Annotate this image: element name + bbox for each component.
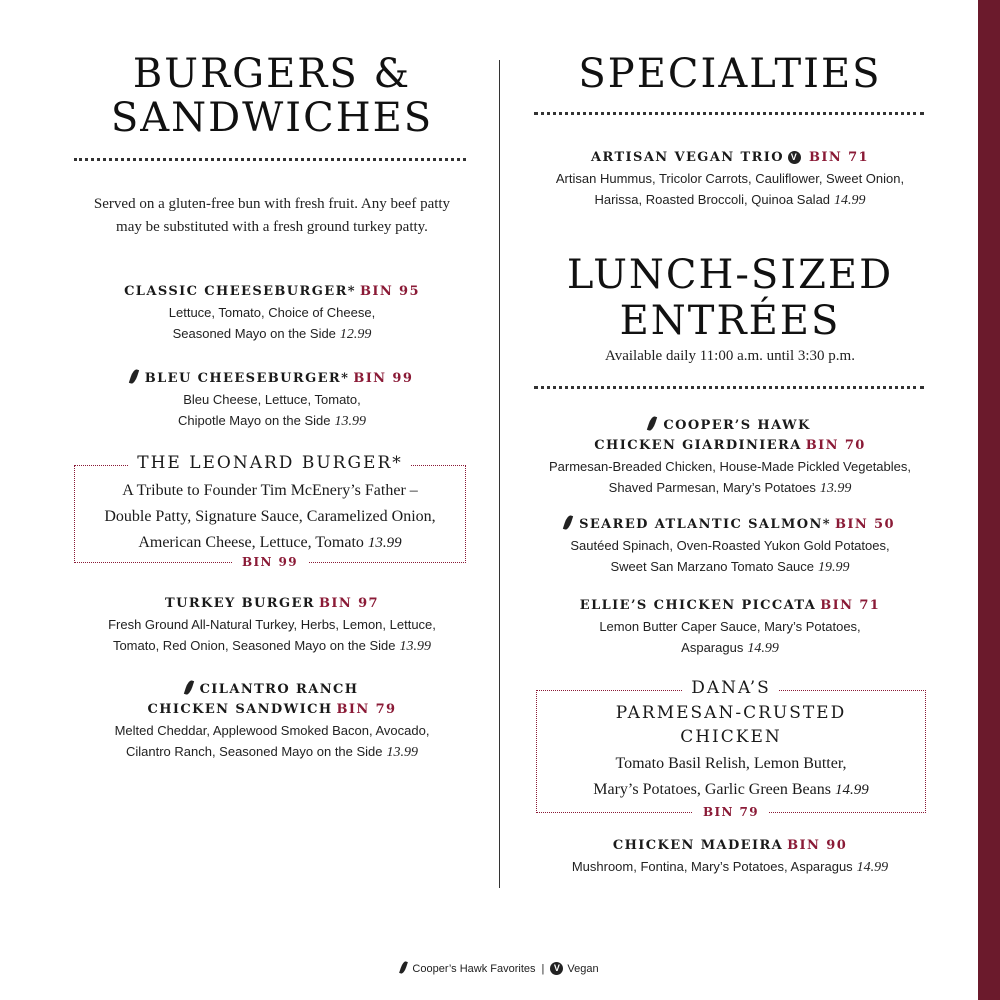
feature-title: PARMESAN-CRUSTED — [615, 703, 847, 723]
item-price: 13.99 — [386, 745, 419, 760]
item-name: CHICKEN GIARDINIERA — [594, 438, 802, 453]
feature-title: THE LEONARD BURGER* — [129, 453, 411, 473]
feature-title: DANA’S — [683, 678, 779, 698]
item-name: CLASSIC CHEESEBURGER* — [124, 284, 356, 299]
item-price: 14.99 — [856, 860, 889, 875]
lunch-heading-line2: ENTRÉES — [619, 298, 841, 344]
item-price: 13.99 — [334, 414, 366, 429]
side-accent-bar — [978, 0, 1000, 1000]
item-description: Cilantro Ranch, Seasoned Mayo on the Side — [125, 744, 383, 759]
specialties-heading — [530, 52, 930, 96]
item-name: BLEU CHEESEBURGER* — [144, 371, 350, 386]
feature-title: CHICKEN — [680, 727, 782, 747]
item-description: Tomato, Red Onion, Seasoned Mayo on the Side — [112, 638, 396, 653]
bin-number: BIN 79 — [336, 702, 397, 717]
feather-icon — [563, 514, 573, 530]
feature-description: Double Patty, Signature Sauce, Caramelized Onion, — [104, 508, 436, 525]
bin-number: BIN 99 — [353, 371, 414, 386]
bin-number: BIN 90 — [787, 838, 848, 853]
item-name: CHICKEN SANDWICH — [147, 702, 333, 717]
bin-number: BIN 97 — [319, 596, 379, 611]
burgers-dotted-rule — [74, 158, 466, 161]
legend-favorites-label: Cooper’s Hawk Favorites — [412, 963, 536, 975]
item-description: Shaved Parmesan, Mary’s Potatoes — [608, 480, 816, 495]
item-description: Sautéed Spinach, Oven-Roasted Yukon Gold Potatoes, — [570, 538, 890, 553]
feather-icon — [400, 961, 409, 975]
leonard-burger-feature-box — [74, 453, 466, 569]
feature-bin: BIN 79 — [693, 805, 769, 819]
menu-item-chicken-giardiniera — [530, 416, 930, 499]
item-price: 14.99 — [834, 193, 866, 208]
lunch-heading-line1: LUNCH-SIZED — [566, 252, 894, 298]
item-description: Harissa, Roasted Broccoli, Quinoa Salad — [594, 192, 831, 207]
item-description: Seasoned Mayo on the Side — [172, 326, 336, 341]
menu-item-bleu-cheeseburger — [72, 369, 472, 432]
feature-bin: BIN 99 — [232, 555, 308, 569]
feather-icon — [129, 368, 139, 384]
item-description: Melted Cheddar, Applewood Smoked Bacon, Avocado, — [114, 723, 430, 738]
menu-item-chicken-piccata — [530, 596, 930, 659]
menu-item-seared-atlantic-salmon — [530, 515, 930, 578]
feature-description: Mary’s Potatoes, Garlic Green Beans — [593, 781, 831, 798]
legend-vegan-label: Vegan — [567, 963, 599, 975]
specialties-dotted-rule — [534, 112, 924, 115]
bin-number: BIN 71 — [809, 150, 869, 165]
lunch-heading — [530, 252, 930, 368]
feature-description: Tomato Basil Relish, Lemon Butter, — [615, 755, 847, 772]
item-description: Mushroom, Fontina, Mary’s Potatoes, Asparagus — [571, 859, 853, 874]
item-name: COOPER’S HAWK — [663, 418, 811, 433]
item-price: 14.99 — [747, 641, 779, 656]
burgers-heading-line1: BURGERS & — [132, 51, 412, 97]
menu-item-turkey-burger — [72, 594, 472, 657]
parmesan-chicken-feature-box — [536, 678, 926, 819]
menu-item-artisan-vegan-trio — [530, 148, 930, 211]
item-description: Bleu Cheese, Lettuce, Tomato, — [183, 392, 361, 407]
burgers-heading — [72, 52, 472, 140]
specialties-heading-text: SPECIALTIES — [578, 51, 882, 97]
item-description: Artisan Hummus, Tricolor Carrots, Cauliflower, Sweet Onion, — [555, 171, 905, 186]
item-name: SEARED ATLANTIC SALMON* — [579, 517, 831, 532]
item-name: CHICKEN MADEIRA — [612, 838, 784, 853]
item-price: 19.99 — [818, 560, 850, 575]
item-description: Sweet San Marzano Tomato Sauce — [610, 559, 815, 574]
item-name: TURKEY BURGER — [165, 596, 315, 611]
feature-price: 14.99 — [834, 782, 869, 798]
item-description: Parmesan-Breaded Chicken, House-Made Pickled Vegetables, — [548, 459, 912, 474]
item-name: CILANTRO RANCH — [199, 682, 359, 697]
item-price: 13.99 — [399, 639, 432, 654]
menu-item-classic-cheeseburger — [72, 282, 472, 345]
item-description: Fresh Ground All-Natural Turkey, Herbs, Lemon, Lettuce, — [108, 617, 436, 632]
feather-icon — [183, 679, 193, 695]
menu-item-chicken-madeira — [530, 836, 930, 878]
menu-item-cilantro-ranch — [72, 680, 472, 763]
item-description: Asparagus — [681, 640, 744, 655]
feature-description: American Cheese, Lettuce, Tomato — [138, 534, 364, 551]
column-divider — [499, 60, 500, 888]
item-description: Lettuce, Tomato, Choice of Cheese, — [168, 305, 376, 320]
item-name: ARTISAN VEGAN TRIO — [591, 150, 784, 165]
vegan-icon: V — [550, 962, 563, 975]
item-price: 13.99 — [819, 481, 852, 496]
legend-separator: | — [541, 963, 545, 975]
vegan-icon: V — [788, 151, 801, 164]
feather-icon — [647, 415, 657, 431]
item-description: Chipotle Mayo on the Side — [178, 413, 331, 428]
bin-number: BIN 71 — [820, 598, 881, 613]
item-price: 12.99 — [339, 327, 372, 342]
legend — [0, 961, 1000, 975]
lunch-availability: Available daily 11:00 a.m. until 3:30 p.m. — [605, 348, 855, 364]
feature-description: A Tribute to Founder Tim McEnery’s Father – — [122, 482, 418, 499]
bin-number: BIN 95 — [359, 284, 420, 299]
bin-number: BIN 50 — [834, 517, 895, 532]
burgers-intro: Served on a gluten-free bun with fresh fruit. Any beef patty may be substituted with a fresh ground turkey patty. — [93, 196, 451, 235]
burgers-heading-line2: SANDWICHES — [110, 95, 434, 141]
item-description: Lemon Butter Caper Sauce, Mary’s Potatoes, — [599, 619, 861, 634]
bin-number: BIN 70 — [805, 438, 866, 453]
item-name: ELLIE’S CHICKEN PICCATA — [579, 598, 817, 613]
lunch-dotted-rule — [534, 386, 924, 389]
feature-price: 13.99 — [367, 535, 402, 551]
